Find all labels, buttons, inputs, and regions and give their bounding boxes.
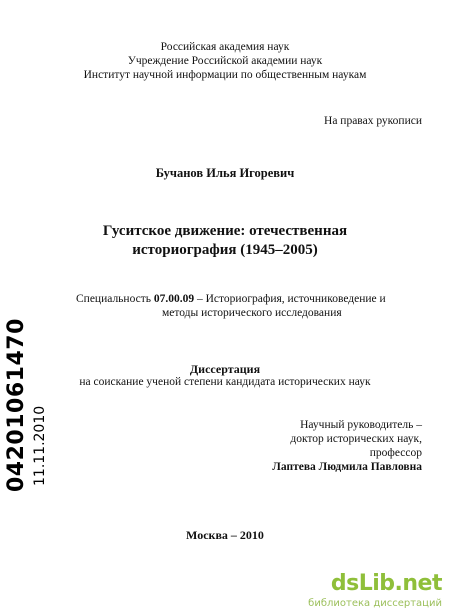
org-institute: Институт научной информации по общественным наукам [83, 69, 367, 81]
org-academy: Российская академия наук [160, 41, 290, 53]
org-institution: Учреждение Российской академии наук [127, 55, 323, 67]
dissertation-purpose: на соискание ученой степени кандидата исторических наук [79, 376, 371, 388]
supervisor-degree: доктор исторических наук, [290, 433, 422, 445]
thesis-title-line1: Гуситское движение: отечественная [102, 223, 348, 239]
logo-tagline: библиотека диссертаций [308, 598, 442, 609]
thesis-title-line2: историография (1945–2005) [132, 242, 318, 258]
city-year: Москва – 2010 [186, 528, 264, 542]
rights-note: На правах рукописи [324, 115, 422, 127]
specialty-prefix: Специальность [76, 293, 154, 305]
supervisor-role: Научный руководитель – [300, 419, 422, 431]
stamp-number: 04201061470 [4, 318, 29, 492]
specialty-line2: методы исторического исследования [162, 307, 342, 319]
dissertation-label: Диссертация [189, 362, 261, 376]
stamp-date: 11.11.2010 [32, 405, 48, 486]
specialty-line [76, 292, 386, 306]
specialty-name: – Историография, источниковедение и [194, 293, 386, 305]
logo-text: dsLib.net [330, 571, 442, 596]
supervisor-name: Лаптева Людмила Павловна [272, 461, 422, 473]
dslib-logo [294, 571, 444, 611]
specialty-code: 07.00.09 [153, 293, 195, 305]
supervisor-title: профессор [369, 447, 422, 459]
author-name: Бучанов Илья Игоревич [155, 166, 295, 180]
